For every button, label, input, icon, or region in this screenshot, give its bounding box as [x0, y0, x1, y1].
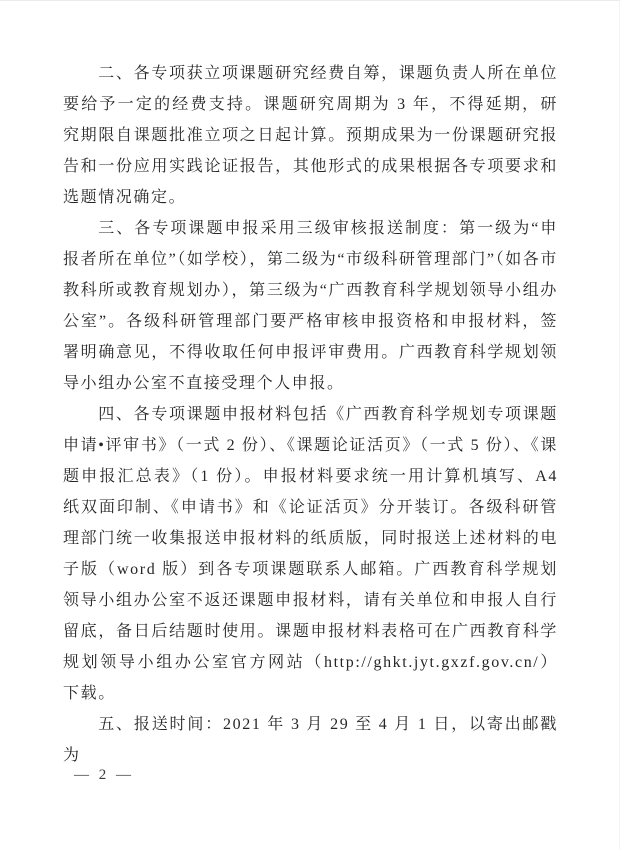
paragraph-item-5: 五、报送时间：2021 年 3 月 29 至 4 月 1 日，以寄出邮戳为: [63, 716, 558, 764]
paragraph-item-4: 四、各专项课题申报材料包括《广西教育科学规划专项课题申请•评审书》（一式 2 份）、《课题论证活页》（一式 5 份）、《课题申报汇总表》（1 份）。申报材料要求统一用计算机填写、A4 纸双面印制、《申请书》和《论证活页》分开装订。各级科研管理部门统一收集报送申报材料的纸质版，同时报送上述材料的电子版（word 版）到各专项课题联系人邮箱。广西教育科学规划领导小组办公室不返还课题申报材料，请有关单位和申报人自行留底，备日后结题时使用。课题申报材料表格可在广西教育科学规划领导小组办公室官方网站（http://ghkt.jyt.gxzf.gov.cn/）下载。: [63, 406, 558, 702]
document-body: [63, 58, 558, 771]
paragraph-item-3: 三、各专项课题申报采用三级审核报送制度：第一级为“申报者所在单位”（如学校），第二级为“市级科研管理部门”（如各市教科所或教育规划办），第三级为“广西教育科学规划领导小组办公室”。各级科研管理部门要严格审核申报资格和申报材料，签署明确意见，不得收取任何申报评审费用。广西教育科学规划领导小组办公室不直接受理个人申报。: [63, 220, 558, 392]
page-number: — 2 —: [74, 767, 134, 783]
paragraph-item-2: 二、各专项获立项课题研究经费自筹，课题负责人所在单位要给予一定的经费支持。课题研究周期为 3 年，不得延期，研究期限自课题批准立项之日起计算。预期成果为一份课题研究报告和一份应用实践论证报告，其他形式的成果根据各专项要求和选题情况确定。: [63, 65, 558, 206]
